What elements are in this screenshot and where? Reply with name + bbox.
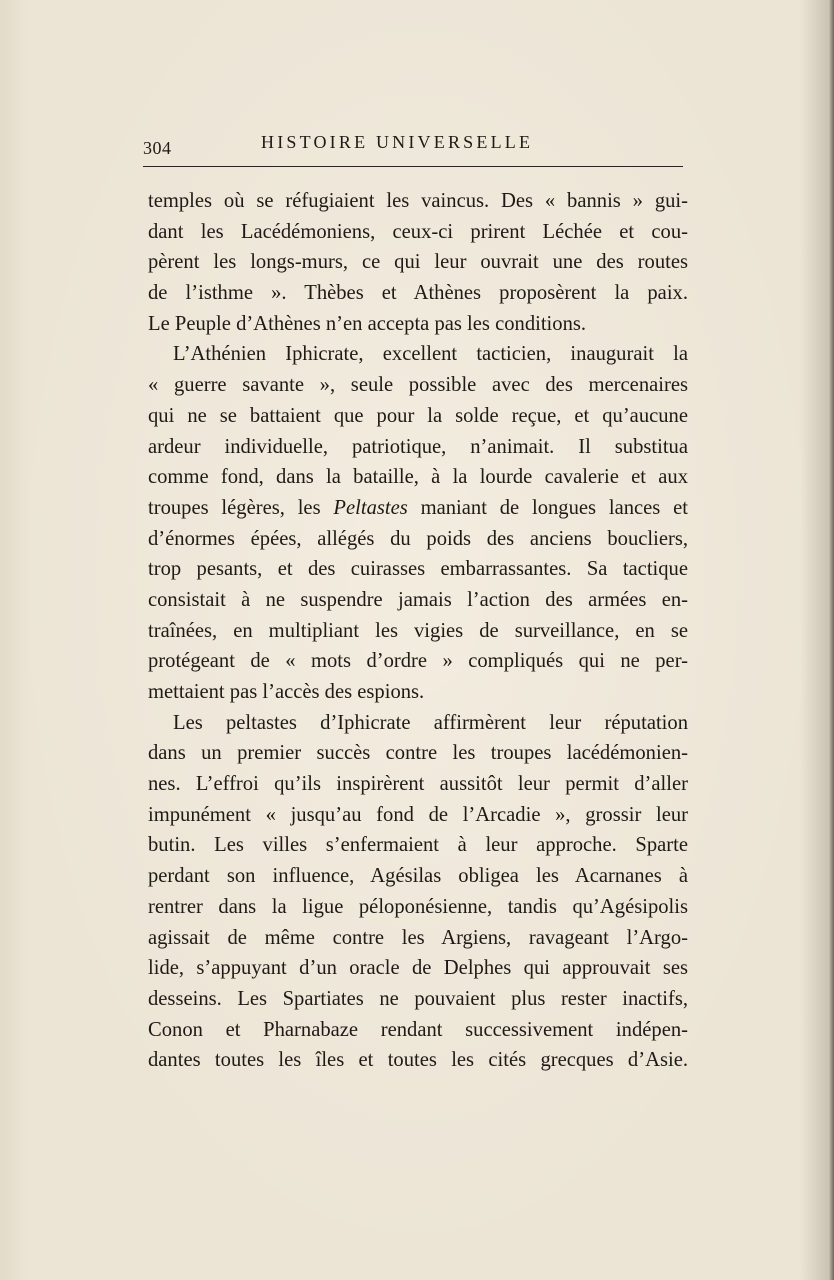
- text-line: mettaient pas l’accès des espions.: [148, 681, 425, 703]
- text-line: perdant son influence, Agésilas obligea les Acarnanes à: [148, 865, 688, 888]
- text-line: Conon et Pharnabaze rendant successivement indépen-: [148, 1018, 688, 1041]
- text-line: L’Athénien Iphicrate, excellent tacticien, inaugurait la: [173, 343, 688, 366]
- text-line: pèrent les longs-murs, ce qui leur ouvrait une des routes: [148, 251, 688, 274]
- text-line: protégeant de « mots d’ordre » compliqués qui ne per-: [148, 650, 688, 673]
- text-line: qui ne se battaient que pour la solde reçue, et qu’aucune: [148, 404, 688, 427]
- text-line: dant les Lacédémoniens, ceux-ci prirent Léchée et cou-: [148, 220, 688, 243]
- text-line: ardeur individuelle, patriotique, n’animait. Il substitua: [148, 435, 688, 458]
- text-line: lide, s’appuyant d’un oracle de Delphes qui approuvait ses: [148, 957, 688, 980]
- text-line: trop pesants, et des cuirasses embarrassantes. Sa tactique: [148, 558, 688, 581]
- text-line: de l’isthme ». Thèbes et Athènes proposèrent la paix.: [148, 282, 688, 305]
- text-line: dans un premier succès contre les troupes lacédémonien-: [148, 742, 688, 765]
- text-line: « guerre savante », seule possible avec des mercenaires: [148, 374, 688, 397]
- text-line: dantes toutes les îles et toutes les cités grecques d’Asie.: [148, 1049, 688, 1072]
- text-line: impunément « jusqu’au fond de l’Arcadie », grossir leur: [148, 803, 688, 826]
- running-title: HISTOIRE UNIVERSELLE: [261, 132, 534, 152]
- text-line: consistait à ne suspendre jamais l’action des armées en-: [148, 588, 688, 611]
- text-line: [148, 493, 688, 524]
- page-number: 304: [143, 138, 172, 158]
- text-line: temples où se réfugiaient les vaincus. Des « bannis » gui-: [148, 190, 688, 212]
- text-segment: troupes légères, les: [148, 496, 334, 519]
- text-line: rentrer dans la ligue péloponésienne, tandis qu’Agésipolis: [148, 895, 688, 918]
- text-line: d’énormes épées, allégés du poids des anciens boucliers,: [148, 527, 688, 550]
- text-line: Le Peuple d’Athènes n’en accepta pas les conditions.: [148, 312, 587, 335]
- header-rule: [143, 166, 683, 167]
- text-line: traînées, en multipliant les vigies de surveillance, en se: [148, 619, 688, 642]
- page-edge-shadow: [828, 0, 834, 1280]
- text-segment: maniant de longues lances et: [407, 496, 688, 519]
- text-line: comme fond, dans la bataille, à la lourde cavalerie et aux: [148, 466, 688, 489]
- text-line: agissait de même contre les Argiens, ravageant l’Argo-: [148, 926, 688, 949]
- text-line: butin. Les villes s’enfermaient à leur approche. Sparte: [148, 834, 688, 857]
- text-line: Les peltastes d’Iphicrate affirmèrent leur réputation: [173, 711, 688, 734]
- text-line: nes. L’effroi qu’ils inspirèrent aussitôt leur permit d’aller: [148, 773, 688, 796]
- body-text: [148, 186, 688, 1076]
- italic-term: Peltastes: [333, 496, 408, 519]
- running-head: [143, 130, 683, 162]
- text-line: desseins. Les Spartiates ne pouvaient plus rester inactifs,: [148, 987, 688, 1010]
